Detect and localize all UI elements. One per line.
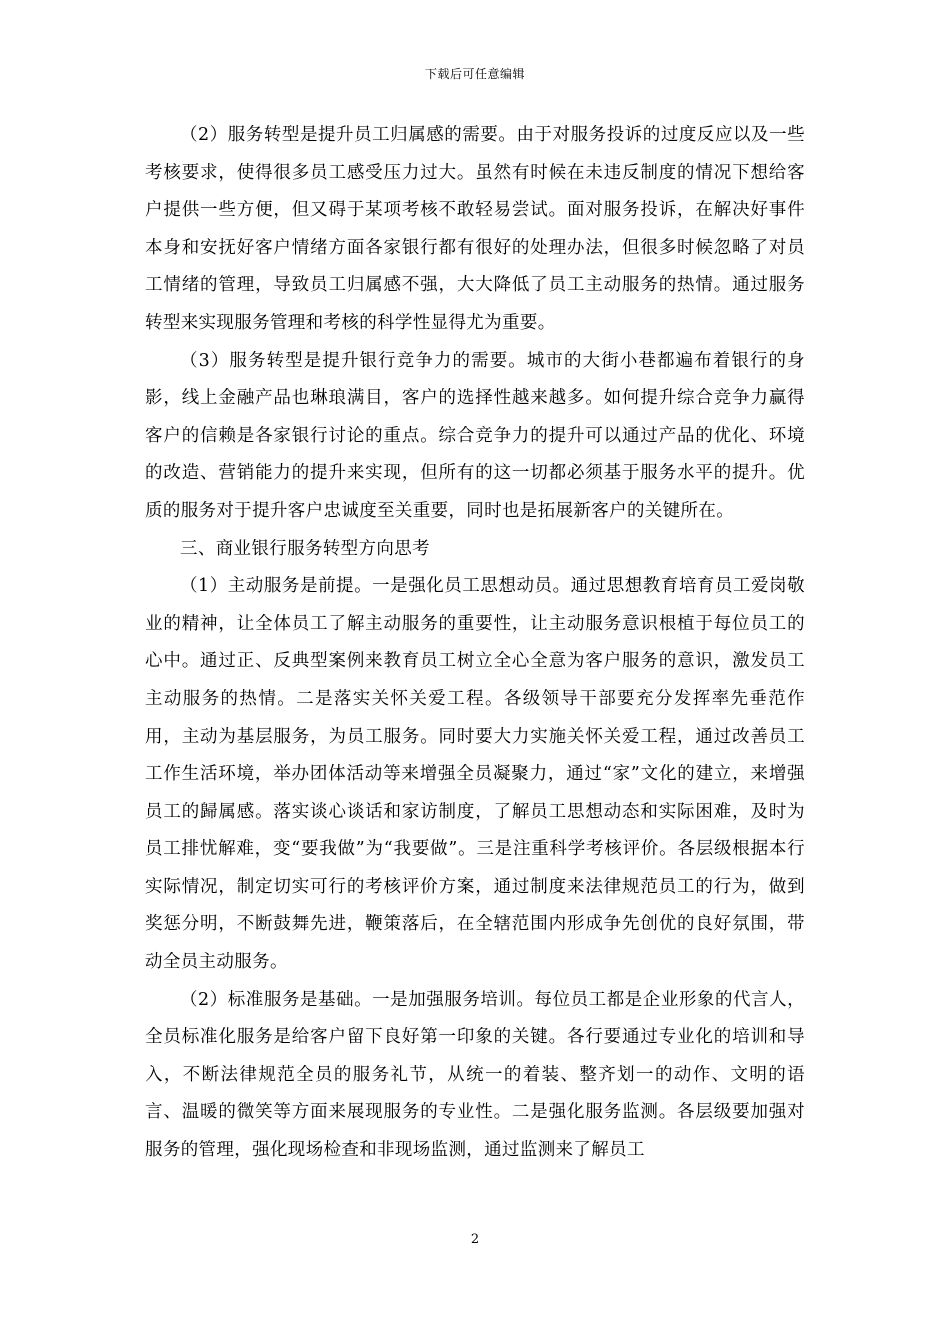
page-header: 下载后可任意编辑 <box>424 67 525 81</box>
paragraph-standard-service: （2）标准服务是基础。一是加强服务培训。每位员工都是企业形象的代言人，全员标准化服务是给客户留下良好第一印象的关键。各行要通过专业化的培训和导入，不断法律规范全员的服务礼节，从统一的着装、整齐划一的动作、文明的语言、温暖的微笑等方面来展现服务的专业性。二是强化服务监测。各层级要加强对服务的管理，强化现场检查和非现场监测，通过监测来了解员工 <box>145 989 805 1161</box>
document-body <box>145 117 805 1170</box>
page-number: 2 <box>470 1232 480 1247</box>
paragraph-bank-competitiveness: （3）服务转型是提升银行竞争力的需要。城市的大街小巷都遍布着银行的身影，线上金融产品也琳琅满目，客户的选择性越来越多。如何提升综合竞争力赢得客户的信赖是各家银行讨论的重点。综合竞争力的提升可以通过产品的优化、环境的改造、营销能力的提升来实现，但所有的这一切都必须基于服务水平的提升。优质的服务对于提升客户忠诚度至关重要，同时也是拓展新客户的关键所在。 <box>145 350 805 521</box>
section-heading: 三、商业银行服务转型方向思考 <box>180 538 430 559</box>
paragraph-employee-belonging: （2）服务转型是提升员工归属感的需要。由于对服务投诉的过度反应以及一些考核要求，使得很多员工感受压力过大。虽然有时候在未违反制度的情况下想给客户提供一些方便，但又碍于某项考核不敢轻易尝试。面对服务投诉，在解决好事件本身和安抚好客户情绪方面各家银行都有很好的处理办法，但很多时候忽略了对员工情绪的管理，导致员工归属感不强，大大降低了员工主动服务的热情。通过服务转型来实现服务管理和考核的科学性显得尤为重要。 <box>145 125 805 333</box>
paragraph-proactive-service: （1）主动服务是前提。一是强化员工思想动员。通过思想教育培育员工爱岗敬业的精神，让全体员工了解主动服务的重要性，让主动服务意识根植于每位员工的心中。通过正、反典型案例来教育员工树立全心全意为客户服务的意识，激发员工主动服务的热情。二是落实关怀关爱工程。各级领导干部要充分发挥率先垂范作用，主动为基层服务，为员工服务。同时要大力实施关怀关爱工程，通过改善员工工作生活环境，举办团体活动等来增强全员凝聚力，通过“家”文化的建立，来增强员工的歸属感。落实谈心谈话和家访制度，了解员工思想动态和实际困难，及时为员工排忧解难，变“要我做”为“我要做”。三是注重科学考核评价。各层级根据本行实际情况，制定切实可行的考核评价方案，通过制度来法律规范员工的行为，做到奖惩分明，不断鼓舞先进，鞭策落后，在全辖范围内形成争先创优的良好氛围，带动全员主动服务。 <box>145 576 805 973</box>
